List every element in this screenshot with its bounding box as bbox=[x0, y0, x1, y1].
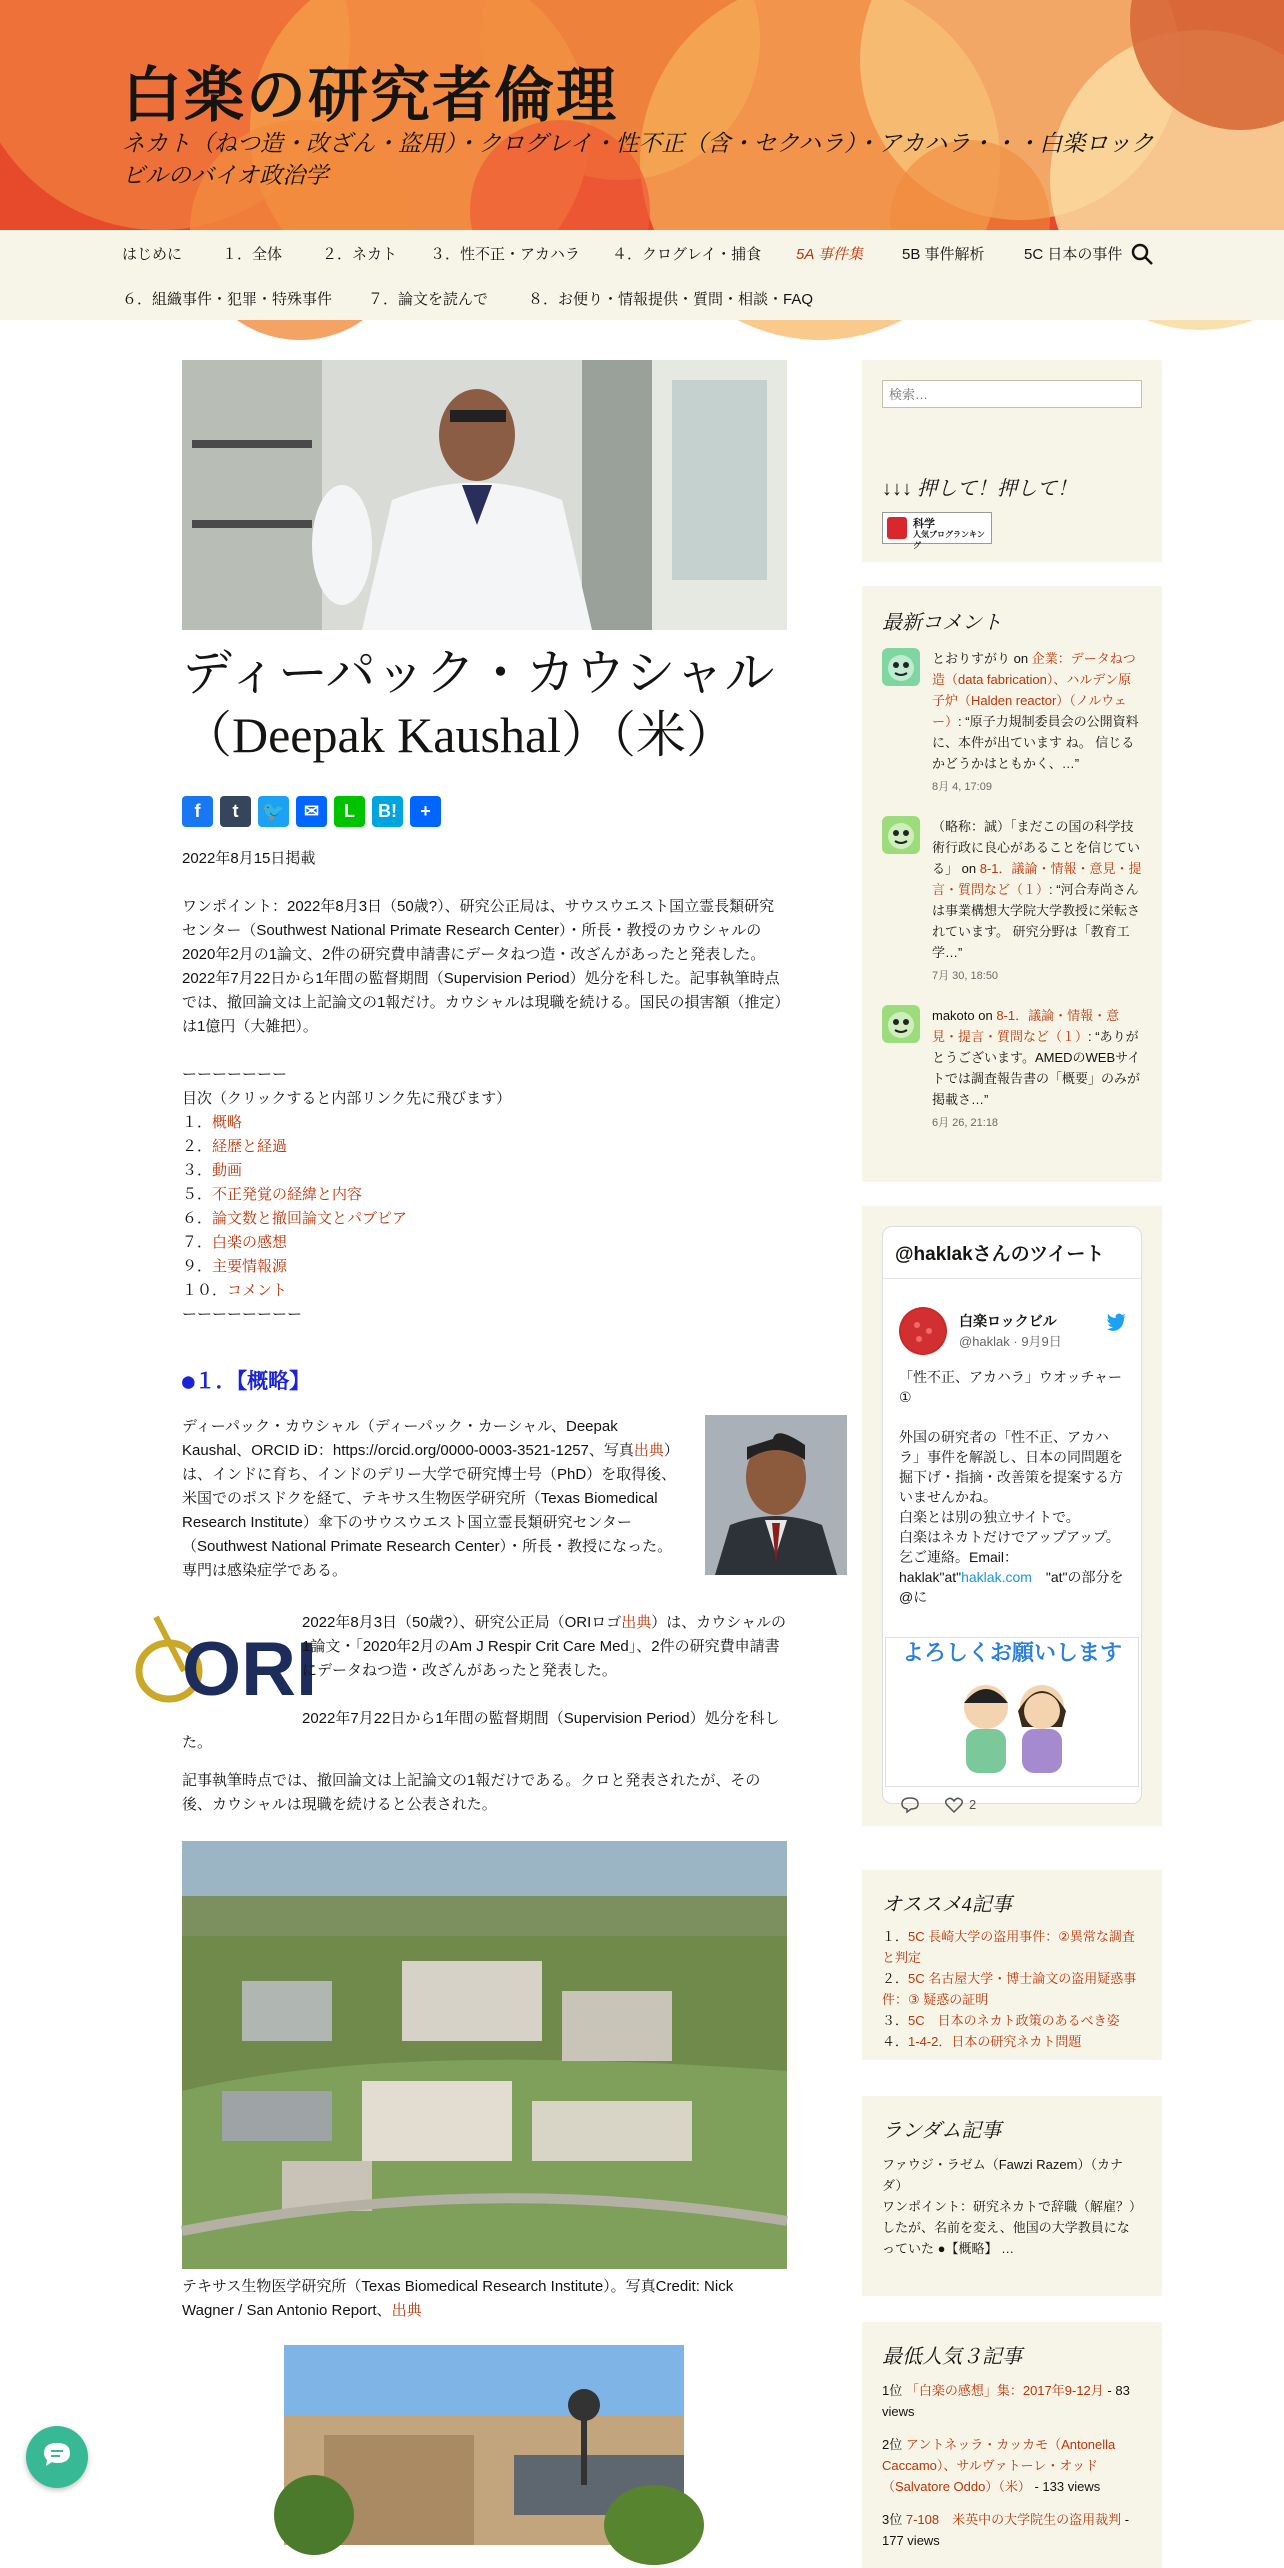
tweet-image[interactable] bbox=[885, 1637, 1139, 1787]
comment-excerpt: : “原子力規制委員会の公開資料に、本件が出ています ね。 信じるかどうかはともかく、…” bbox=[932, 714, 1139, 771]
least-popular-item bbox=[882, 2509, 1147, 2551]
least-popular-link[interactable]: 7-108 米英中の大学院生の盗用裁判 bbox=[905, 2512, 1122, 2527]
recommended-item bbox=[882, 1926, 1147, 1968]
comment-item bbox=[882, 648, 1144, 794]
nav-item-faq[interactable]: ８．お便り・情報提供・質問・相談・FAQ bbox=[528, 291, 814, 308]
tweet-text-1: 「性不正、アカハラ」ウオッチャー ① bbox=[899, 1369, 1137, 1405]
line-icon[interactable]: L bbox=[334, 796, 365, 827]
toc-item-number: １０． bbox=[182, 1282, 228, 1299]
twitter-widget bbox=[862, 1206, 1162, 1826]
divider-line-2: ーーーーーーーー bbox=[182, 1306, 303, 1323]
tweet-text-6b: "at"の部分を@に bbox=[899, 1569, 1124, 1605]
toc-item-number: ６． bbox=[182, 1210, 213, 1227]
toc-title: 目次（クリックすると内部リンク先に飛びます） bbox=[182, 1090, 512, 1107]
least-popular-views: - 83 views bbox=[882, 2383, 1130, 2419]
recent-comments-title: 最新コメント bbox=[882, 612, 1002, 634]
nav-item-5c[interactable]: 5C 日本の事件 bbox=[1024, 246, 1123, 263]
comment-on: on bbox=[958, 861, 980, 876]
recommended-link[interactable]: 5C 日本のネカト政策のあるべき姿 bbox=[908, 2013, 1120, 2028]
toc-item-link[interactable]: 主要情報源 bbox=[212, 1258, 288, 1275]
ori-text-a: 2022年8月3日（50歳?）、研究公正局（ORIロゴ bbox=[302, 1614, 622, 1631]
recommended-link[interactable]: 1-4-2．日本の研究ネカト問題 bbox=[908, 2034, 1082, 2049]
toc-item bbox=[182, 1159, 787, 1183]
commenter-avatar-icon bbox=[882, 648, 920, 686]
commenter-avatar-icon bbox=[882, 816, 920, 854]
random-title: ランダム記事 bbox=[882, 2120, 1002, 2142]
commenter-avatar-icon bbox=[882, 1005, 920, 1043]
least-popular-item bbox=[882, 2380, 1147, 2422]
recent-comments-list bbox=[882, 648, 1144, 1152]
tweet-text-5: 乞ご連絡。Email： bbox=[899, 1549, 1019, 1565]
toc-item-link[interactable]: 概略 bbox=[212, 1114, 243, 1131]
tweet-author[interactable]: 白楽ロックビル bbox=[959, 1313, 1057, 1329]
least-popular-rank: 1位 bbox=[882, 2383, 906, 2398]
ranking-badge-top: 科学 bbox=[913, 518, 935, 530]
chat-bubble-icon bbox=[42, 2441, 72, 2474]
nav-item-5a[interactable]: 5A 事件集 bbox=[796, 246, 863, 263]
like-heart-icon[interactable] bbox=[945, 1797, 963, 1818]
tweet-handle: @haklak · 9月9日 bbox=[959, 1334, 1062, 1349]
recommended-number: １． bbox=[882, 1929, 909, 1944]
random-post-link[interactable]: ファウジ・ラゼム（Fawzi Razem）（カナダ） bbox=[882, 2157, 1123, 2193]
campus-caption-text: テキサス生物医学研究所（Texas Biomedical Research Institute）。写真Credit: Nick Wagner / San Antonio Report、 bbox=[182, 2278, 734, 2319]
ori-supervision: 2022年7月22日から1年間の監督期間（Supervision Period）処分を科した。 bbox=[182, 1710, 780, 1751]
site-header bbox=[0, 0, 1284, 230]
ranking-badge[interactable] bbox=[882, 512, 992, 550]
recent-comments-widget bbox=[862, 586, 1162, 1182]
comment-post-link[interactable]: 8-1．議論・情報・意見・提言・質問など（１） bbox=[932, 861, 1142, 897]
nav-item-nekato[interactable]: ２．ネカト bbox=[322, 246, 398, 263]
tweet-text bbox=[899, 1367, 1137, 1607]
twitter-timeline bbox=[882, 1226, 1142, 1812]
recommended-title: オススメ4記事 bbox=[882, 1894, 1012, 1916]
profile-source-link[interactable]: 出典 bbox=[633, 1442, 664, 1459]
profile-text bbox=[182, 1415, 687, 1583]
least-popular-rank: 2位 bbox=[882, 2437, 906, 2452]
entry-title-line1: ディーパック・カウシャル bbox=[182, 645, 775, 701]
comment-on: on bbox=[974, 1008, 997, 1023]
ori-logo bbox=[124, 1609, 318, 1712]
nav-item-5b[interactable]: 5B 事件解析 bbox=[902, 246, 985, 263]
lab-scientist-photo bbox=[182, 360, 787, 630]
article bbox=[182, 360, 787, 2545]
recommended-widget bbox=[862, 1870, 1162, 2060]
push-title: ↓↓↓ 押して！押して！ bbox=[882, 478, 1077, 500]
recommended-number: ３． bbox=[882, 2013, 909, 2028]
toc-item-number: ７． bbox=[182, 1234, 213, 1251]
nav-item-grey[interactable]: ４．クログレイ・捕食 bbox=[612, 246, 762, 263]
comment-item bbox=[882, 1005, 1144, 1130]
recommended-link[interactable]: 5C 長崎大学の盗用事件：②異常な調査と判定 bbox=[882, 1929, 1135, 1965]
least-popular-item bbox=[882, 2434, 1147, 2497]
least-popular-widget bbox=[862, 2322, 1162, 2568]
table-of-contents bbox=[182, 1111, 787, 1303]
comment-item bbox=[882, 816, 1144, 983]
posted-date: 2022年8月15日掲載 bbox=[182, 850, 316, 867]
ranking-widget bbox=[862, 452, 1162, 562]
toc-item-link[interactable]: 経歴と経過 bbox=[212, 1138, 288, 1155]
profile-text-b: ）は、インドに育ち、インドのデリー大学で研究博士号（PhD）を取得後、米国でのポスドクを経て、テキサス生物医学研究所（Texas Biomedical Research Institute）傘下のサウスウエスト国立霊長類研究センター（Southwest National Primate Research Center）・所長・教授になった。専門は感染症学である。 bbox=[182, 1442, 679, 1579]
entry-title-line2: （Deepak Kaushal）（米） bbox=[182, 707, 737, 763]
tweet-text-4: 白楽はネカトだけでアップアップ。 bbox=[899, 1529, 1120, 1545]
toc-item-link[interactable]: 不正発覚の経緯と内容 bbox=[212, 1186, 363, 1203]
profile-block bbox=[182, 1415, 787, 1583]
toc-item-link[interactable]: 論文数と撤回論文とパブピア bbox=[212, 1210, 408, 1227]
recommended-list bbox=[882, 1926, 1147, 2052]
campus-aerial-photo bbox=[182, 1841, 787, 2269]
toc-item-number: ５． bbox=[182, 1186, 213, 1203]
recommended-number: ４． bbox=[882, 2034, 909, 2049]
nav-item-intro[interactable]: はじめに bbox=[122, 246, 183, 263]
least-popular-rank: 3位 bbox=[882, 2512, 906, 2527]
toc-item bbox=[182, 1207, 787, 1231]
nav-item-misconduct[interactable]: ３．性不正・アカハラ bbox=[430, 246, 580, 263]
toc-item bbox=[182, 1231, 787, 1255]
toc-item bbox=[182, 1111, 787, 1135]
toc-item-link[interactable]: コメント bbox=[227, 1282, 288, 1299]
twitter-icon[interactable]: 🐦 bbox=[258, 796, 289, 827]
toc-item bbox=[182, 1135, 787, 1159]
share-icon[interactable]: + bbox=[410, 796, 441, 827]
random-post-excerpt: ワンポイント：研究ネカトで辞職（解雇？）したが、名前を変え、他国の大学教員になっていた ●【概略】 … bbox=[882, 2199, 1143, 2256]
tumblr-icon[interactable]: t bbox=[220, 796, 251, 827]
hero-photo bbox=[182, 360, 787, 630]
least-popular-views: - 133 views bbox=[1030, 2479, 1101, 2494]
tweet-text-2: 外国の研究者の「性不正、アカハラ」事件を解説し、日本の同問題を掘下げ・指摘・改善策を提案する方いませんかね。 bbox=[899, 1429, 1123, 1505]
section-1-heading: ●１．【概略】 bbox=[182, 1369, 311, 1393]
comment-date: 6月 26, 21:18 bbox=[932, 1117, 999, 1129]
recommended-link[interactable]: 5C 名古屋大学・博士論文の盗用疑惑事件：③ 疑惑の証明 bbox=[882, 1971, 1137, 2007]
comment-date: 8月 4, 17:09 bbox=[932, 781, 992, 793]
twitter-title[interactable]: @haklakさんのツイート bbox=[883, 1227, 1141, 1279]
toc-item-link[interactable]: 白楽の感想 bbox=[212, 1234, 288, 1251]
two-children-illustration bbox=[886, 1667, 1140, 1787]
comment-excerpt: : “河合寿尚さんは事業構想大学院大学教授に栄転されています。 研究分野は「教育工学…” bbox=[932, 882, 1141, 960]
ori-block bbox=[182, 1611, 787, 1751]
hatena-icon[interactable]: B! bbox=[372, 796, 403, 827]
avatar[interactable] bbox=[899, 1307, 947, 1355]
ori-text-b: ）は、カウシャルの1論文・「2020年2月のAm J Respir Crit Care Med」、2件の研究費申請書にデータねつ造・改ざんがあったと発表した。 bbox=[302, 1614, 786, 1679]
recommended-item bbox=[882, 1968, 1147, 2010]
tweet-banner: よろしくお願いします bbox=[901, 1640, 1122, 1665]
toc-item-number: ３． bbox=[182, 1162, 213, 1179]
nav-item-papers[interactable]: ７．論文を読んで bbox=[368, 291, 489, 308]
chat-button[interactable] bbox=[26, 2426, 88, 2488]
toc-item-number: ２． bbox=[182, 1138, 213, 1155]
ranking-badge-bottom: 人気ブログランキング bbox=[913, 530, 985, 550]
sidebar-search-input[interactable] bbox=[882, 380, 1142, 408]
toc-item bbox=[182, 1183, 787, 1207]
building-photo bbox=[284, 2345, 684, 2545]
portrait-photo bbox=[705, 1415, 847, 1575]
ori-logo-text: ORI bbox=[182, 1627, 318, 1712]
least-popular-link[interactable]: 「白楽の感想」集：2017年9-12月 bbox=[905, 2383, 1104, 2398]
tweet-text-3: 白楽とは別の独立サイトで。 bbox=[899, 1509, 1080, 1525]
nav-item-organization[interactable]: ６．組織事件・犯罪・特殊事件 bbox=[122, 291, 333, 308]
comment-post-link[interactable]: 8-1．議論・情報・意見・提言・質問など（１） bbox=[932, 1008, 1120, 1044]
ranking-badge-icon bbox=[887, 517, 907, 539]
toc-item bbox=[182, 1279, 787, 1303]
twitter-bird-icon[interactable] bbox=[1107, 1313, 1127, 1336]
comment-author: （略称：誠）「まだこの国の科学技術行政に良心があることを信じている」 bbox=[932, 819, 1141, 876]
nav-item-overall[interactable]: １．全体 bbox=[222, 246, 283, 263]
random-post-widget bbox=[862, 2096, 1162, 2296]
toc-item-link[interactable]: 動画 bbox=[212, 1162, 243, 1179]
profile-text-a: ディーパック・カウシャル（ディーパック・カーシャル、Deepak Kaushal、ORCID iD：https://orcid.org/0000-0003-3521-1257、写真 bbox=[182, 1418, 634, 1459]
divider-line: ーーーーーーー bbox=[182, 1066, 288, 1083]
recommended-item bbox=[882, 2010, 1147, 2031]
comment-excerpt: : “ありがとうございます。AMEDのWEBサイトでは調査報告書の「概要」のみが掲載さ…” bbox=[932, 1029, 1141, 1107]
reply-icon[interactable] bbox=[901, 1797, 919, 1818]
comment-author: makoto bbox=[932, 1008, 975, 1023]
toc-item bbox=[182, 1255, 787, 1279]
random-post bbox=[882, 2154, 1142, 2259]
toc-item-number: ９． bbox=[182, 1258, 213, 1275]
site-title[interactable]: 白楽の研究者倫理 bbox=[122, 61, 618, 131]
comment-post-link[interactable]: 企業：データねつ造（data fabrication）、ハルデン原子炉（Halden reactor）（ノルウェー） bbox=[932, 651, 1136, 729]
comment-text bbox=[932, 816, 1144, 963]
like-count: 2 bbox=[969, 1797, 977, 1812]
tweet-text-6a: haklak"at" bbox=[899, 1569, 962, 1585]
search-icon[interactable] bbox=[1130, 242, 1154, 266]
least-popular-link[interactable]: アントネッラ・カッカモ（Antonella Caccamo）、サルヴァトーレ・オッド（Salvatore Oddo）（米） bbox=[882, 2437, 1116, 2494]
entry-title bbox=[182, 642, 787, 766]
campus-source-link[interactable]: 出典 bbox=[391, 2302, 422, 2319]
comment-text bbox=[932, 1005, 1144, 1110]
comment-author: とおりすがり bbox=[932, 651, 1011, 666]
ori-text bbox=[302, 1611, 787, 1683]
least-popular-list bbox=[882, 2380, 1147, 2563]
site-description: ネカト（ねつ造・改ざん・盗用）・クログレイ・性不正（含・セクハラ）・アカハラ・・・白楽ロックビルのバイオ政治学 bbox=[122, 131, 1154, 189]
comment-text bbox=[932, 648, 1144, 774]
least-popular-views: - 177 views bbox=[882, 2512, 1130, 2548]
tweet-email-link[interactable]: haklak.com bbox=[961, 1569, 1032, 1585]
toc-item-number: １． bbox=[182, 1114, 213, 1131]
recommended-item bbox=[882, 2031, 1147, 2052]
campus-caption bbox=[182, 2275, 787, 2323]
retraction-note: 記事執筆時点では、撤回論文は上記論文の1報だけである。クロと発表されたが、その後、カウシャルは現職を続けると公表された。 bbox=[182, 1772, 761, 1813]
main-navigation bbox=[0, 230, 1284, 320]
comment-on: on bbox=[1010, 651, 1032, 666]
recommended-number: ２． bbox=[882, 1971, 909, 1986]
facebook-icon[interactable]: f bbox=[182, 796, 213, 827]
share-buttons bbox=[182, 796, 787, 827]
least-popular-title: 最低人気３記事 bbox=[882, 2346, 1022, 2368]
search-widget bbox=[862, 360, 1162, 454]
comment-date: 7月 30, 18:50 bbox=[932, 970, 999, 982]
ori-source-link[interactable]: 出典 bbox=[621, 1614, 652, 1631]
email-icon[interactable]: ✉ bbox=[296, 796, 327, 827]
onepoint-summary: ワンポイント：2022年8月3日（50歳?）、研究公正局は、サウスウエスト国立霊長類研究センター（Southwest National Primate Research Center）・所長・教授のカウシャルの2020年2月の1論文、2件の研究費申請書にデータねつ造・改ざんがあったと発表した。2022年7月22日から1年間の監督期間（Supervision Period）処分を科した。記事執筆時点では、撤回論文は上記論文の1報だけ。カウシャルは現職を続ける。国民の損害額（推定）は1億円（大雑把）。 bbox=[182, 898, 782, 1035]
